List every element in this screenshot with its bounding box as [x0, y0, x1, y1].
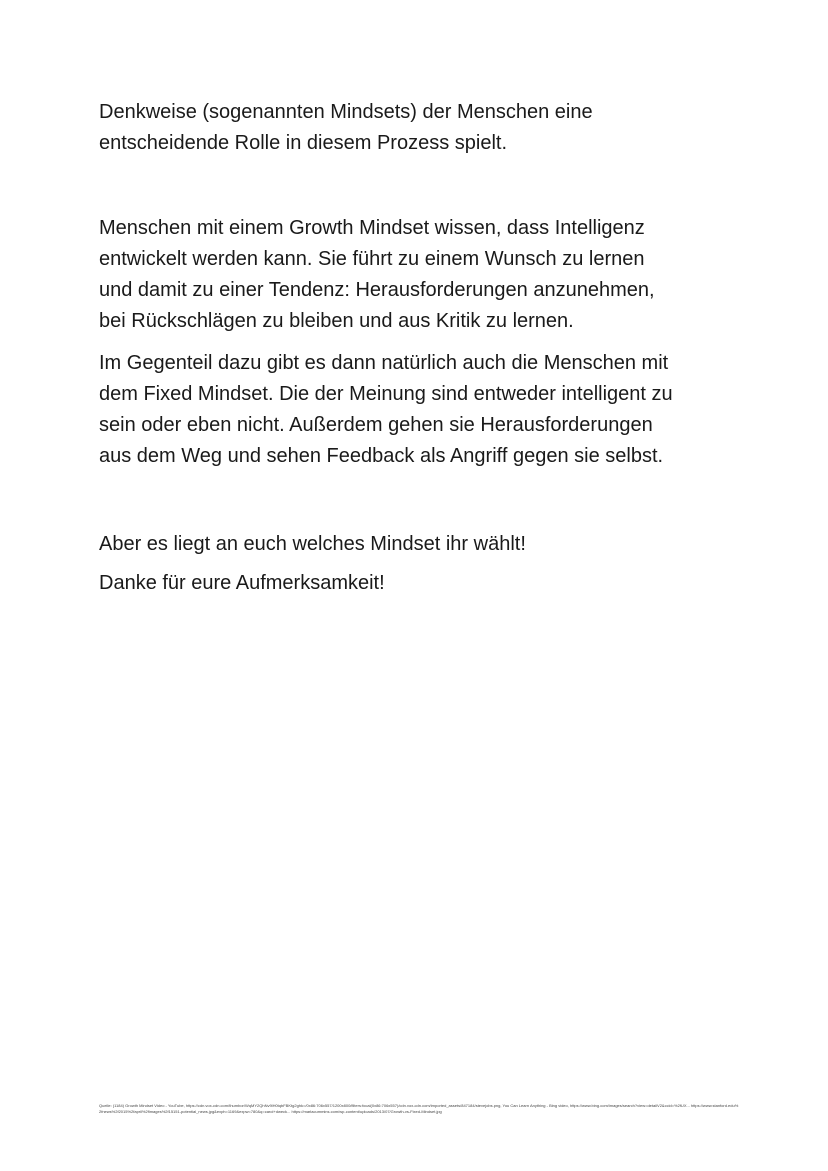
- paragraph-mindset-intro: Denkweise (sogenannten Mindsets) der Menschen eine entscheidende Rolle in diesem Prozess spielt.: [99, 101, 593, 154]
- footer-source-note: Quelle: (1184) Growth Mindset Video - YouTube, https://cdn.vox-cdn.com/thumbor/WqMY2QhNv9lH0tqbFBKtg2ghk=/0x86:706x557/1200x800/filters:focal(0x86:706x557)/cdn.vox-cdn.com/imported_assets/847184/stevejobs.png, You Can Learn Anything - Bing video, https://www.bing.com/images/search?view=detailV2&ccid=%2fUX... https://www.stanford.edu%2fnews%2f2015%2fapril%2fimages%2f15151-potential_news.jpg&exph=1169&expw=780&q=carol+dweck... https://marlacummins.com/wp-content/uploads/2013/07/Growth-vs-Fixed-Mindset.jpg: [99, 1103, 739, 1114]
- paragraph-fixed-mindset: Im Gegenteil dazu gibt es dann natürlich auch die Menschen mit dem Fixed Mindset. Die der Meinung sind entweder intelligent zu sein oder eben nicht. Außerdem gehen sie Herausforderungen aus dem Weg und sehen Feedback als Angriff gegen sie selbst.: [99, 352, 673, 467]
- paragraph-thanks: Danke für eure Aufmerksamkeit!: [99, 572, 385, 594]
- paragraph-growth-mindset: Menschen mit einem Growth Mindset wissen, dass Intelligenz entwickelt werden kann. Sie führt zu einem Wunsch zu lernen und damit zu einer Tendenz: Herausforderungen anzunehmen, bei Rückschlägen zu bleiben und aus Kritik zu lernen.: [99, 217, 655, 332]
- paragraph-choice: Aber es liegt an euch welches Mindset ihr wählt!: [99, 533, 526, 555]
